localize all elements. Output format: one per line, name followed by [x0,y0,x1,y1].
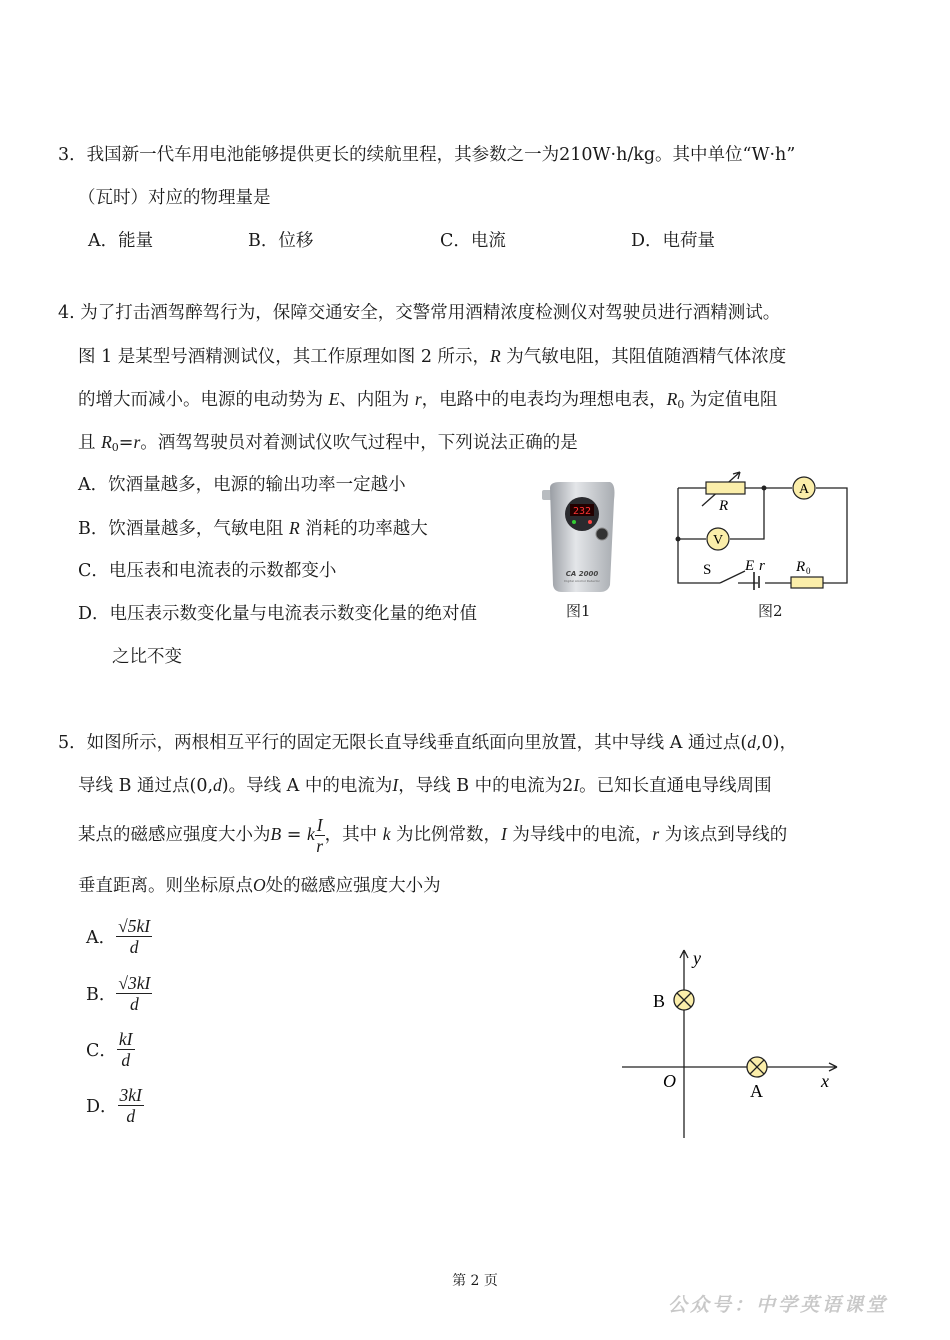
q3-stem-line2: （瓦时）对应的物理量是 [78,188,271,208]
q4-option-d-cont: 之比不变 [112,647,182,667]
q4-stem-line2: 图 1 是某型号酒精测试仪，其工作原理如图 2 所示，R 为气敏电阻，其阻值随酒精气体浓度 [78,346,787,367]
x-axis [622,1063,837,1071]
svg-text:O: O [663,1071,676,1091]
svg-text:r: r [759,558,765,574]
q3-option-b: B．位移 [248,231,314,251]
svg-text:A: A [750,1081,763,1101]
q4-option-c: C．电压表和电流表的示数都变小 [78,561,337,581]
q5-option-d: D． $\frac{3kI}{d}$ [86,1085,142,1126]
q4-option-a: A．饮酒量越多，电源的输出功率一定越小 [78,475,406,495]
wire-coordinate-diagram [615,940,845,1145]
breathalyzer-image [540,480,620,595]
q4-option-b: B．饮酒量越多，气敏电阻 R 消耗的功率越大 [78,518,428,539]
q3-stem-line1: 3．我国新一代车用电池能够提供更长的续航里程，其参数之一为210W·h/kg。其中单位“W·h” [58,145,796,165]
q3-option-c: C．电流 [440,231,506,251]
q4-stem-line1: 4. 为了打击酒驾醉驾行为，保障交通安全，交警常用酒精浓度检测仪对驾驶员进行酒精测试。 [58,303,781,323]
q3-option-d: D．电荷量 [631,231,716,251]
fixed-resistor [791,577,823,588]
svg-text:E: E [745,558,755,574]
svg-text:R: R [796,559,806,575]
svg-text:V: V [712,533,724,548]
q5-option-c: C． $\frac{kI}{d}$ [86,1029,133,1070]
q5-option-a: A． $\frac{√5kI}{d}$ [86,916,151,957]
q5-stem-line3: 某点的磁感应强度大小为B = k $\frac{I}{r}$ ，其中 k 为比例常数，I 为导线中的电流，r 为该点到导线的 [78,815,788,856]
svg-text:y: y [693,948,701,968]
figure2-caption: 图2 [758,602,783,620]
sensor-resistor [706,482,745,494]
y-axis [680,950,688,1138]
q5-option-b: B． $\frac{√3kI}{d}$ [86,973,151,1014]
q4-option-d: D．电压表示数变化量与电流表示数变化量的绝对值 [78,604,478,624]
q5-stem-line2: 导线 B 通过点(0,d)。导线 A 中的电流为I，导线 B 中的电流为2I。已知长直通电导线周围 [78,775,772,796]
svg-text:0: 0 [806,566,811,576]
q4-stem-line3: 的增大而减小。电源的电动势为 E、内阻为 r，电路中的电表均为理想电表，$R_0$ 为定值电阻 [78,389,778,411]
svg-text:232: 232 [572,506,592,517]
q5-stem-line1: 5．如图所示，两根相互平行的固定无限长直导线垂直纸面向里放置，其中导线 A 通过点(d,0)， [58,732,798,753]
svg-text:S: S [703,562,712,578]
svg-text:Digital Alcohol Detector: Digital Alcohol Detector [564,579,600,583]
svg-text:B: B [653,991,666,1011]
figure1-caption: 图1 [566,602,591,620]
svg-text:R: R [719,498,729,514]
formula-fraction: $\frac{I}{r}$ [316,815,324,856]
wire-a-current-into-page-icon [747,1057,767,1077]
watermark: 公众号：中学英语课堂 [668,1294,889,1316]
q5-stem-line4: 垂直距离。则坐标原点O处的磁感应强度大小为 [78,875,441,896]
wire-b-current-into-page-icon [674,990,694,1010]
svg-text:x: x [821,1071,829,1091]
q3-option-a: A．能量 [88,231,154,251]
circuit-diagram [670,470,855,590]
page-number: 第 2 页 [452,1273,498,1289]
svg-text:CA 2000: CA 2000 [565,570,599,578]
q4-stem-line4: 且 $R_0=r$。酒驾驾驶员对着测试仪吹气过程中，下列说法正确的是 [78,432,578,454]
svg-text:A: A [798,482,810,497]
